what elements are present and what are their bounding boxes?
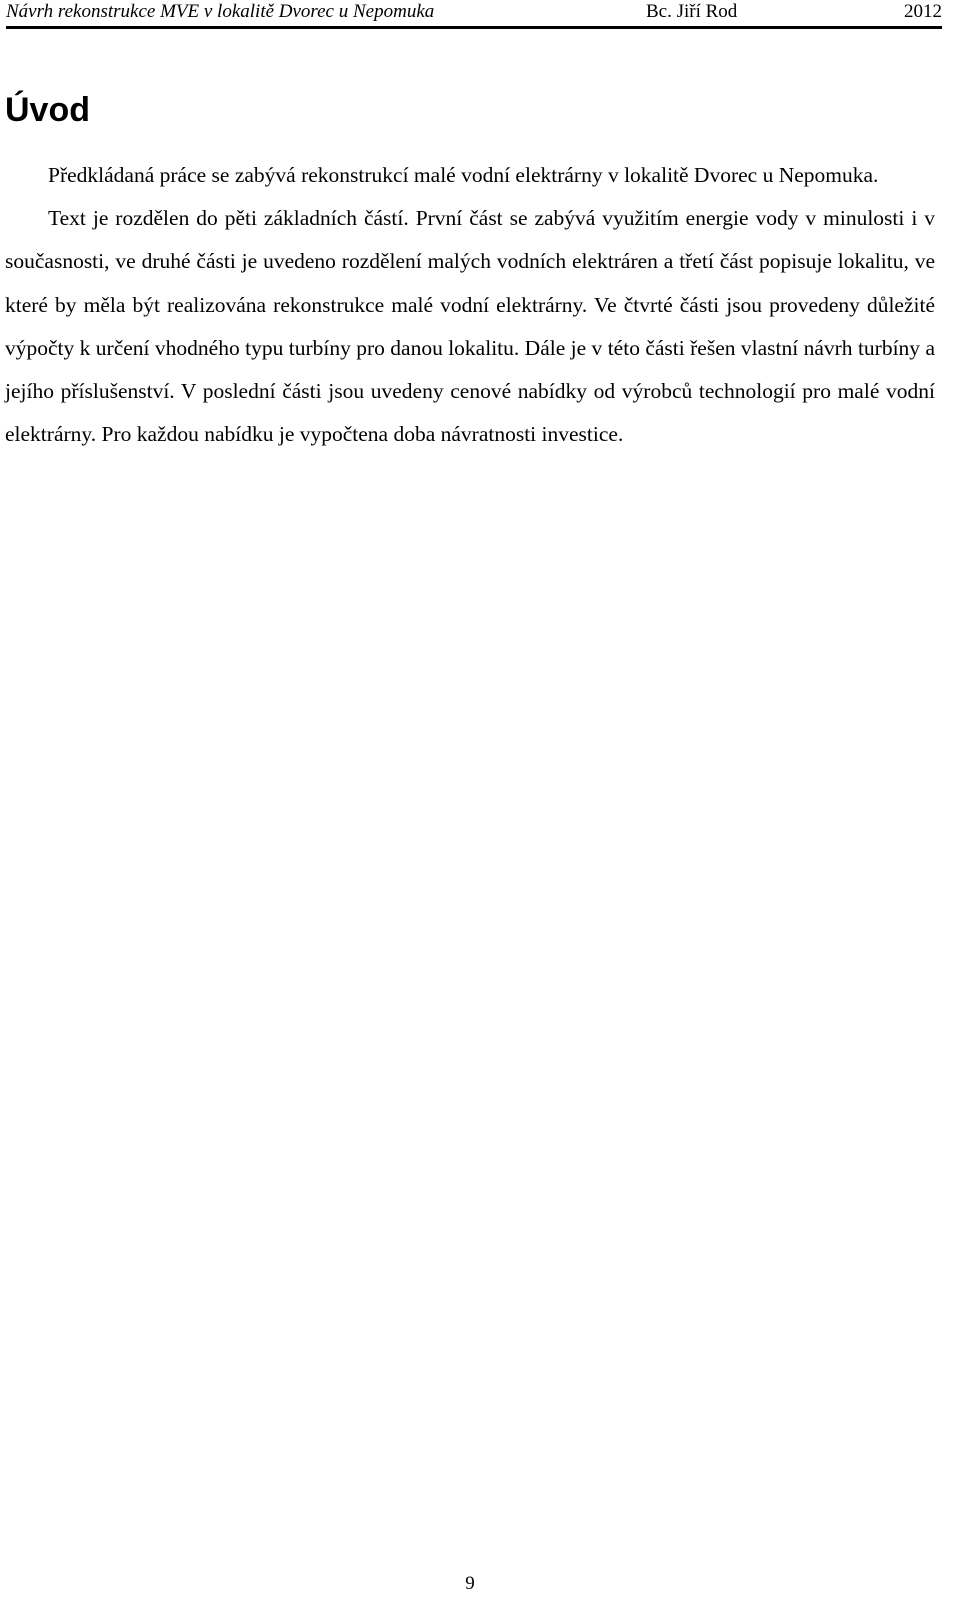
section-heading: Úvod (5, 91, 90, 129)
body-text (5, 154, 935, 456)
header-author: Bc. Jiří Rod (646, 1, 738, 22)
running-header (6, 0, 942, 29)
page-number: 9 (465, 1573, 475, 1594)
header-title: Návrh rekonstrukce MVE v lokalitě Dvorec u Nepomuka (6, 1, 435, 22)
paragraph: Předkládaná práce se zabývá rekonstrukcí malé vodní elektrárny v lokalitě Dvorec u Nepomuka. (48, 163, 879, 187)
header-year: 2012 (904, 1, 942, 22)
paragraph: Text je rozdělen do pěti základních částí. První část se zabývá využitím energie vody v minulosti i v současnosti, ve druhé části je uvedeno rozdělení malých vodních elektráren a třetí část popisuje lokalitu, ve které by měla být realizována rekonstrukce malé vodní elektrárny. Ve čtvrté části jsou provedeny důležité výpočty k určení vhodného typu turbíny pro danou lokalitu. Dále je v této části řešen vlastní návrh turbíny a jejího příslušenství. V poslední části jsou uvedeny cenové nabídky od výrobců technologií pro malé vodní elektrárny. Pro každou nabídku je vypočtena doba návratnosti investice. (5, 206, 935, 447)
